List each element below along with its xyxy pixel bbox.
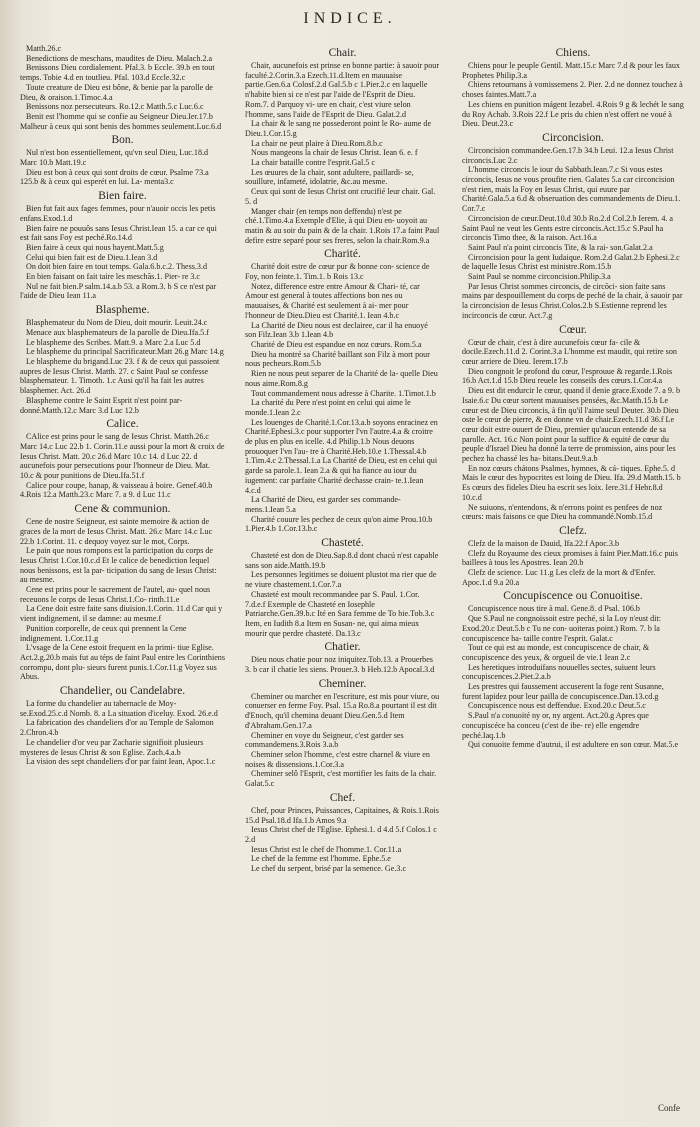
- index-heading: Bien faire.: [98, 190, 147, 203]
- index-entry: Nul ne fait bien.P salm.14.a.b 53. a Rom.3. b S ce n'est par l'aide de Dieu Iean 11.a: [20, 281, 217, 301]
- index-entry: La charité du Pere n'est point en celui qui aime le monde.1.Iean 2.c: [245, 398, 411, 417]
- index-entry: Nul n'est bon essentiellement, qu'vn seul Dieu, Luc.18.d Marc 10.b Matt.19.c: [20, 148, 209, 168]
- index-entry: L'vsage de la Cene estoit frequent en la primi- tiue Eglise. Act.2.g.20.b mais fut au téps de faint Paul entre les Corinthiens corrompu, dont plu- sieurs furent punis.1.Cor.11.g Voyez sus Abus.: [20, 643, 225, 682]
- index-entry: Ne suiuons, n'entendons, & n'errons point es penfees de noz cœurs: mais faisons ce que Dieu ha commandé.Nomb.15.d: [462, 502, 663, 522]
- index-entry: Concupiscence nous est deffendue. Exod.20.c Deut.5.c: [468, 701, 646, 711]
- index-entry: Les prestres qui faussement accuserent la foge rent Susanne, furent lapidez pour leur pailla de concupiscence.Dan.13.cd.g: [462, 682, 664, 701]
- index-entry: Le blaspheme du principal Sacrificateur.Matt 26.g Marc 14.g: [26, 347, 224, 357]
- index-entry: La Charité de Dieu nous est declairee, car il ha enuoyé son Filz.Iean 3.b 1.Iean 4.b: [245, 320, 428, 340]
- index-heading: Chatier.: [324, 641, 361, 654]
- index-heading: Cœur.: [559, 323, 587, 336]
- index-entry: Cheminer selô l'Esprit, c'est mortifier les faits de la chair. Galat.5.c: [245, 769, 437, 789]
- index-heading: Calice.: [106, 418, 139, 431]
- index-entry: Ceux qui sont de Iesus Christ ont crucifié leur chair. Gal. 5. d: [245, 187, 436, 206]
- index-entry: La forme du chandelier au tabernacle de Moy- se.Exod.25.c.d Nomb. 8. a La situation d'iceluy. Exod. 26.e.d: [20, 699, 218, 718]
- index-entry: Les œuures de la chair, sont adultere, paillardi- se, souillure, infameté, idolatrie, &c.au mesme.: [245, 167, 414, 187]
- index-entry: Dieu est dit endurcir le cœur, quand il denie grace.Exode 7. a 9. b Isaie.6.c Du cœur sortent mauuaises pensées, &c.Matth.15.b Le cœur est de Dieu circoncis, à fin qu'il l'aime seul Deuter. 30.b Dieu oste le cœur de pierre, & en donne vn de chair.Ezech.11.d 36.f Le cœur doit estre ouuert de Dieu, premier qu'aucun entende de sa parolle. Act. 16.c Non point pour la suffice & equité de cœur du peuple d'Israel Dieu ha donné la terre de promission, ains pour les pechez ha chassé les ha- bitans.Deut.9.a.b: [462, 386, 681, 464]
- index-entry: Benedictions de meschans, maudites de Dieu. Malach.2.a: [26, 53, 213, 63]
- index-entry: Rien ne nous peut separer de la Charité de la- quelle Dieu nous aime.Rom.8.g: [245, 369, 438, 388]
- index-heading: Chasteté.: [321, 537, 364, 550]
- index-entry: Iesus Christ est le chef de l'homme.1. Cor.11.a: [251, 844, 402, 854]
- index-entry: Le pain que nous rompons est la participation du corps de Iesus Christ 1.Cor.10.c.d Et le calice de benediction lequel nous benissons, est la par- ticipation du sang de Iesus Christ: au mesme.: [20, 546, 217, 585]
- index-entry: Calice pour coupe, hanap, & vaisseau à boire. Genef.40.b 4.Rois 12.a Matth.23.c Marc 7. a 9. d Luc 11.c: [20, 480, 213, 500]
- index-entry: Chef, pour Princes, Puissances, Capitaines, & Rois.1.Rois 15.d Psal.18.d Ifa.1.b Amos 9.a: [245, 805, 439, 825]
- index-entry: Cœur de chair, c'est à dire aucunefois cœur fa- cile & docile.Ezech.11.d 2. Corint.3.a L'homme est maudit, qui retire son cœur arriere de Dieu. Ierem.17.b: [462, 337, 677, 366]
- index-heading: Chair.: [328, 47, 357, 59]
- index-entry: La vision des sept chandeliers d'or par faint Iean, Apoc.1.c: [26, 757, 216, 767]
- index-entry: Charité couure les pechez de ceux qu'on aime Prou.10.b 1.Pier.4.b 1.Cor.13.b.c: [245, 514, 433, 534]
- index-heading: Circoncision.: [542, 131, 604, 144]
- index-entry: En noz cœurs chátons Psalmes, hymnes, & cá- tiques. Ephe.5. d Mais le cœur des hypocrites est loing de Dieu. Ifa. 29.d Matth.15. b Es cœurs des fideles Dieu ha escrit ses loix. Iere.31.f Hebr.8.d 10.c.d: [462, 463, 681, 502]
- index-entry: Les chiens en punition mágent Iezabel. 4.Rois 9 g & lechét le sang du Roy Achab. 3.Rois 22.f Le pris du chien n'est offert ne voué à Dieu. Deut.23.c: [462, 99, 684, 129]
- index-entry: Par Iesus Christ sommes circoncis, de circõci- sion faite sans mains par despouillement du corps de peché de la chair, à sauoir par la circoncision de Iesus Christ.Colos.2.b S.Estienne reprend les incirconcis de cœur. Act.7.g: [462, 281, 683, 320]
- index-entry: L'homme circoncis le iour du Sabbath.Iean.7.c Si vous estes circoncis, Iesus ne vous proufite rien. Galates 5.a car circoncision n'est rien, mais la Foy en Iesus Christ, qui euure par Charité.Gala.5.a 6.d & obseruation des commandements de Dieu.1. Cor.7.c: [462, 165, 681, 214]
- index-entry: Blaspheme contre le Saint Esprit n'est point par- donné.Matth.12.c Marc 3.d Luc 12.b: [20, 395, 183, 415]
- index-entry: Clefz de science. Luc 11.g Les clefz de la mort & d'Enfer. Apoc.1.d 9.a 20.a: [462, 568, 656, 587]
- index-heading: Chiens.: [555, 47, 591, 59]
- index-entry: CAlice est prins pour le sang de Iesus Christ. Matth.26.c Marc 14.c Luc 22.b 1. Corin.11.e aussi pour la mort & croix de Iesus Christ. Matt. 20.c 26.d Marc 10.c 14. d Luc 22. d aucunefois pour persecutions pour l'honneur de Dieu. Mat. 10.c & pour punitions de Dieu.Ifa.51.f: [20, 432, 225, 481]
- index-entry: Bien fut fait aux fages femmes, pour n'auoir occis les petis enfans.Exod.1.d: [20, 204, 216, 223]
- index-heading: Concupiscence ou Conuoitise.: [503, 590, 643, 603]
- index-entry: Chiens retournans à vomissemens 2. Pier. 2.d ne donnez touchez à choses faintes.Matt.7.a: [462, 80, 683, 100]
- index-entry: Tout ce qui est au monde, est concupiscence de chair, & concupiscence des yeux, & orgueil de vie.1 Iean 2.c: [462, 643, 650, 662]
- index-entry: Benissons Dieu cordialement. Pfal.3. b Eccle. 39.b en tout temps. Tobie 4.d en toutlieu. Pfal. 103.d Eccle.32.c: [20, 63, 215, 83]
- index-entry: Le chef de la femme est l'homme. Ephe.5.e: [251, 854, 391, 864]
- index-column-right: [462, 44, 684, 1114]
- index-heading: Chef.: [329, 791, 356, 804]
- index-entry: Clefz du Royaume des cieux promises à faint Pier.Matt.16.c puis baillees à tous les Apostres. Iean 20.b: [462, 548, 678, 568]
- index-entry: La fabrication des chandeliers d'or au Temple de Salomon 2.Chron.4.b: [20, 718, 214, 738]
- index-entry: Clefz de la maison de Dauid, Ifa.22.f Apoc.3.b: [468, 538, 620, 548]
- index-entry: Benit est l'homme qui se confie au Seigneur Dieu.Ier.17.b Malheur à ceux qui sont benis des hommes seulement.Luc.6.d: [20, 111, 222, 131]
- index-entry: Iesus Christ chef de l'Eglise. Ephesi.1. d 4.d 5.f Colos.1 c 2.d: [245, 825, 437, 844]
- index-entry: Menace aux blasphemateurs de la parolle de Dieu.Ifa.5.f: [26, 327, 209, 337]
- index-entry: Cheminer en voye du Seigneur, c'est garder ses commandemens.3.Rois 3.a.b: [245, 730, 404, 750]
- index-entry: Les louenges de Charité.1.Cor.13.a.b soyons enracinez en Charité.Ephesi.3.c pour supporter l'vn l'autre.4.a & croitre de plus en plus en icelle. 4.d Philip.1.b Nous deuons prouoquer l'vn l'au- tre à Charité.Heb.10.e 1.Thessal.4.b 1.Tim.4.c 2.Thessal.1.a La Charité de Dieu, est en celui qui garde sa parole.1. Iean 2.a & qui ha fiance au iour du iugement: car parfaite Charité dechasse crain- te.1.Iean 4.c.d: [245, 417, 438, 495]
- index-entry: Chasteté est moult recommandee par S. Paul. 1.Cor. 7.d.e.f Exemple de Chasteté en Iosephle Patriarche.Gen.39.b.c Ité en Sara femme de To bie.Tob.3.c Item, en Iudith 8.a Item en Susan- ne, qui aima mieux mourir que perdre chasteté. Da.13.c: [245, 589, 435, 638]
- index-entry: Le blaspheme du brigand.Luc 23. f & de ceux qui passoient aupres de Iesus Christ. Matth. 27. c Saint Paul se confesse blasphemateur. 1. Timoth. 1.c Ausi qu'il ha fait les autres blasphemer. Act. 26.d: [20, 356, 220, 396]
- index-entry: Chasteté est don de Dieu.Sap.8.d dont chacú n'est capable sans son aide.Matth.19.b: [245, 551, 439, 570]
- index-entry: Manger chair (en temps non deffendu) n'est pe ché.1.Timo.4.a Exemple d'Elie, à qui Dieu en- uoyoit au matin & au soir du pain & de la chair. 1.Rois 17.a faint Paul defire estre separé pour ses freres, selon la chair.Rom.9.a: [245, 206, 440, 245]
- index-entry: Saint Paul se nomme circoncision.Philip.3.a: [468, 272, 611, 282]
- index-entry: La chair & le sang ne possederont point le Ro- aume de Dieu.1.Cor.15.g: [245, 119, 432, 138]
- index-entry: Cheminer selon l'homme, c'est estre charnel & viure en noises & dissensions.1.Cor.3.a: [245, 750, 430, 769]
- index-entry: Bien faire ne pouuôs sans Iesus Christ.Iean 15. a car ce qui est fait sans Foy est peché.Ro.14.d: [20, 223, 217, 243]
- index-entry: Nous mangeons la chair de Iesus Christ. Iean 6. e. f: [251, 148, 418, 158]
- index-heading: Charité.: [324, 248, 361, 261]
- index-entry: Le blaspheme des Scribes. Matt.9. a Marc 2.a Luc 5.d: [26, 337, 201, 347]
- index-entry: Matth.26.c: [26, 44, 62, 53]
- index-entry: En bien faisant on fait taire les meschãs.1. Pier- re 3.c: [26, 272, 201, 282]
- index-entry: Le chef du serpent, brisé par la semence. Ge.3.c: [251, 864, 407, 874]
- index-entry: Notez, difference estre entre Amour & Chari- té, car Amour est general à toutes affections bon nes ou mauuaises, & Charité est seulement à ai- mer pour l'honneur de Dieu.Dieu est Charité.1. Iean 4.b.c: [245, 281, 420, 320]
- index-entry: Les heretiques introduifans nouuelles sectes, suiuent leurs concupiscences.2.Piet.2.a.b: [462, 662, 656, 682]
- index-entry: Charité doit estre de cœur pur & bonne con- science de Foy, non feinte.1. Tim.1. b Rois 13.c: [245, 262, 430, 282]
- index-heading: Bon.: [111, 134, 134, 147]
- index-entry: Dieu ha montré sa Charité baillant son Filz à mort pour nous pecheurs.Rom.5.b: [245, 349, 430, 369]
- index-heading: Blaspheme.: [95, 304, 150, 317]
- index-entry: Tout commandement nous adresse à Charite. 1.Timot.1.b: [251, 388, 436, 398]
- index-entry: La Cene doit estre faite sans diuision.1.Corin. 11.d Car qui y vient indignement, il se damne: au mesme.f: [20, 604, 223, 624]
- index-entry: Cene est prins pour le sacrement de l'autel, au- quel nous receuons le corps de Iesus Christ.1.Co- rinth.11.e: [20, 585, 211, 604]
- index-entry: Chiens pour le peuple Gentil. Matt.15.c Marc 7.d & pour les faux Prophetes Philip.3.a: [462, 61, 680, 80]
- index-entry: La Charité de Dieu, est garder ses commande- mens.1.Iean 5.a: [245, 495, 401, 514]
- index-entry: Toute creature de Dieu est bône, & benie par la parolle de Dieu, & oraison.1.Timoc.4.a: [20, 82, 213, 102]
- index-entry: Cene de nostre Seigneur, est sainte memoire & action de graces de la mort de Iesus Christ. Matt. 26.c Marc 14.c Luc 22.b 1.Corint. 11. c dequoy voyez sur le mot, Corps.: [20, 517, 213, 546]
- index-entry: On doit bien faire en tout temps. Gala.6.b.c.2. Thess.3.d: [26, 262, 208, 272]
- index-heading: Clefz.: [559, 524, 587, 537]
- index-entry: Saint Paul n'a point circoncis Tite, & la rai- son.Galat.2.a: [468, 242, 653, 252]
- index-entry: Bien faire à ceux qui nous hayent.Matt.5.g: [26, 242, 164, 252]
- index-entry: La chair bataille contre l'esprit.Gal.5 c: [251, 158, 375, 168]
- index-entry: Circoncision commandee.Gen.17.b 34.b Leui. 12.a Iesus Christ circoncis.Luc 2.c: [462, 145, 674, 165]
- catchword: Confe: [658, 1103, 680, 1113]
- index-column-left: [20, 44, 225, 1114]
- index-entry: Qui conuoite femme d'autrui, il est adultere en son cœur. Mat.5.e: [468, 740, 679, 750]
- page-title: INDICE.: [303, 10, 397, 27]
- index-entry: S.Paul n'a conuoité ny or, ny argent. Act.20.g Apres que concupiscéce ha conceu (c'est de ibe- re) elle engendre peché.Iaq.1.b: [462, 711, 649, 740]
- index-entry: Le chandelier d'or veu par Zacharie signifioit plusieurs mysteres de Iesus Christ & son Eglise. Zach.4.a.b: [20, 737, 204, 757]
- index-column-middle: [245, 44, 440, 1114]
- index-entry: Dieu nous chatie pour noz iniquitez.Tob.13. a Prouerbes 3. b car il chatie les siens. Prouer.3. b Heb.12.b Apocal.3.d: [245, 655, 435, 675]
- index-entry: Circoncision pour la gent Iudaique. Rom.2.d Galat.2.b Ephesi.2.c de laquelle Iesus Christ est ministre.Rom.15.b: [462, 252, 680, 272]
- index-columns: [0, 44, 700, 1114]
- index-entry: Dieu est bon à ceux qui sont droits de cœur. Psalme 73.a 125.b & à ceux qui esperét en lui. La- menta3.c: [20, 167, 209, 187]
- index-entry: Blasphemateur du Nom de Dieu, doit mourir. Leuit.24.c: [26, 318, 208, 328]
- index-entry: Concupiscence nous tire à mal. Gene.8. d Psal. 106.b: [468, 604, 640, 614]
- index-heading: Cene & communion.: [74, 503, 171, 516]
- index-heading: Cheminer.: [318, 677, 367, 690]
- index-entry: Celui qui bien fait est de Dieu.1.Iean 3.d: [26, 252, 158, 262]
- index-entry: Benissons noz persecuteurs. Ro.12.c Matth.5.c Luc.6.c: [26, 102, 204, 112]
- index-entry: La chair ne peut plaire à Dieu.Rom.8.b.c: [251, 138, 383, 148]
- index-entry: Les personnes legitimes se doiuent plustot ma rier que de ne viure chastement.1.Cor.7.a: [245, 570, 437, 590]
- index-entry: Chair, aucunefois est prinse en bonne partie: à sauoir pour faculté.2.Corin.3.a Ezech.11.d.Item en mauuaise partie.Gen.6.a Colosf.2.d Gal.5.b c 1.Pier.2.c en laquelle n'habite bien si ce n'est par l'aide de l'Esprit de Dieu. Rom.7. d Parquoy vi- ure en chair, c'est viure selon l'homme, sans l'aide de l'Esprit de Dieu. Galat.2.d: [245, 61, 440, 119]
- index-entry: Que S.Paul ne congnoissoit estre peché, si la Loy n'eust dit: Exod.20.c Deut.5.b c Tu ne con- uoiteras point.) Rom. 7. b la concupiscence ba- taille contre l'esprit. Galat.c: [462, 614, 661, 643]
- index-entry: Circoncision de cœur.Deut.10.d 30.b Ro.2.d Col.2.b Ierem. 4. a Saint Paul ne veut les Gents estre circoncis.Act.15.c S.Paul ha circoncis Timo thee, & la raison. Act.16.a: [462, 213, 674, 243]
- index-heading: Chandelier, ou Candelabre.: [59, 685, 186, 698]
- index-entry: Charité de Dieu est espandue en noz cœurs. Rom.5.a: [251, 339, 422, 349]
- index-entry: Dieu congnoit le profond du cœur, l'esprouue & regarde.1.Rois 16.b Act.1.d 15.b Dieu reuele les conseils des cœurs.1.Cor.4.a: [462, 366, 673, 386]
- index-entry: Punition corporelle, de ceux qui prennent la Cene indignement. 1.Cor.11.g: [20, 623, 187, 643]
- index-entry: Cheminer ou marcher en l'escriture, est mis pour viure, ou conuerser en ferme Foy. Psal. 15.a Ro.8.a pourtant il est dit d'Enoch, qu'il chemina deuant Dieu.Gen.5.d Item d'Abraham.Gen.17.a: [245, 691, 440, 730]
